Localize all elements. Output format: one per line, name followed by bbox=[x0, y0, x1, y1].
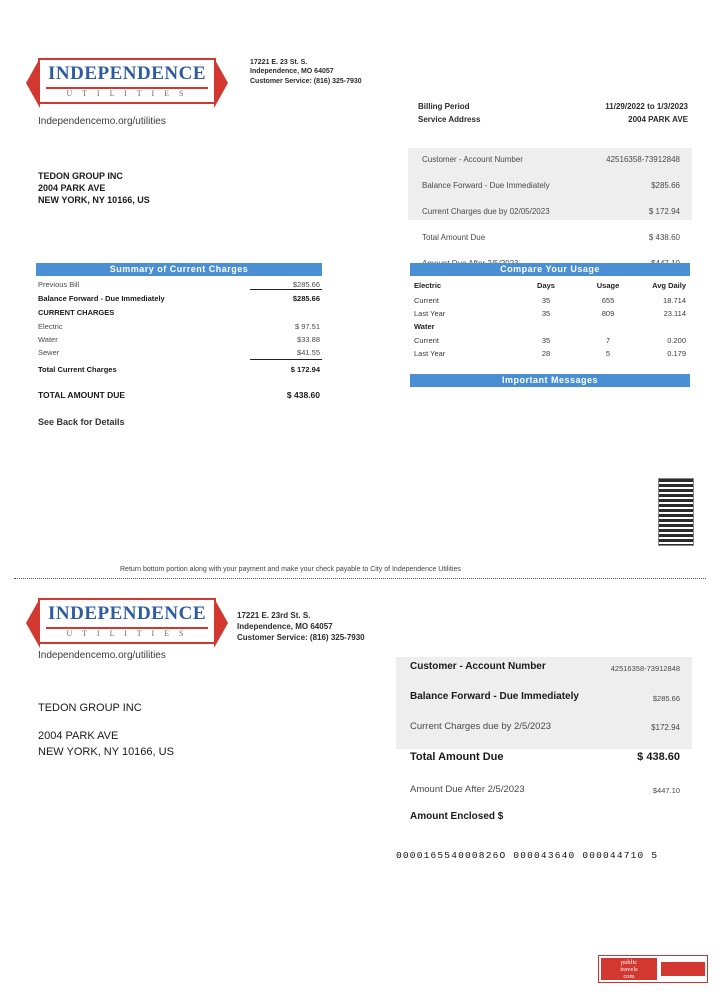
usage-cell-days: 35 bbox=[541, 336, 551, 345]
watermark-line3: com bbox=[623, 973, 635, 980]
summary-value: $285.66 bbox=[292, 294, 320, 303]
summary-heading: Summary of Current Charges bbox=[36, 263, 322, 276]
stub-row-amount-due-after bbox=[396, 784, 692, 798]
panel-value: 42516358-73912848 bbox=[606, 155, 680, 164]
stub-label: Customer - Account Number bbox=[410, 661, 546, 672]
usage-cell-usage: 809 bbox=[601, 309, 615, 318]
company-address-line3: Customer Service: (816) 325-7930 bbox=[250, 77, 362, 85]
usage-cell-label: Current bbox=[414, 296, 440, 305]
usage-col-usage: Usage bbox=[596, 281, 620, 290]
usage-col-avg-daily: Avg Daily bbox=[652, 281, 686, 290]
summary-value: $41.55 bbox=[297, 348, 320, 357]
summary-row-current-charges-header bbox=[36, 308, 322, 319]
summary-row-sewer bbox=[36, 348, 322, 359]
stub-label: Balance Forward - Due Immediately bbox=[410, 691, 579, 702]
company-address-line2: Independence, MO 64057 bbox=[250, 68, 334, 76]
panel-label: Current Charges due by 02/05/2023 bbox=[422, 207, 550, 216]
stub-scanline: 000016554000826O 000043640 000044710 5 bbox=[396, 850, 659, 861]
important-messages-heading: Important Messages bbox=[410, 374, 690, 387]
usage-cell-avg: 18.714 bbox=[663, 296, 686, 305]
summary-value: $ 172.94 bbox=[290, 365, 320, 374]
company-logo bbox=[38, 58, 216, 104]
stub-row-account-number bbox=[396, 661, 692, 676]
logo-subtitle: U T I L I T I E S bbox=[66, 629, 188, 638]
usage-cell-label: Last Year bbox=[414, 349, 446, 358]
usage-cell-days: 35 bbox=[541, 296, 551, 305]
panel-row-account-number bbox=[408, 154, 692, 167]
summary-rule-1 bbox=[250, 289, 322, 290]
usage-cell-avg: 0.179 bbox=[667, 349, 686, 358]
summary-label: Balance Forward - Due Immediately bbox=[38, 294, 165, 303]
usage-row-electric-current bbox=[410, 296, 690, 308]
stub-company-address-line3: Customer Service: (816) 325-7930 bbox=[237, 632, 365, 642]
usage-row-water-current bbox=[410, 336, 690, 348]
panel-label: Balance Forward - Due Immediately bbox=[422, 181, 550, 190]
usage-cell-label: Last Year bbox=[414, 309, 446, 318]
stub-company-address bbox=[237, 611, 365, 643]
customer-street: 2004 PARK AVE bbox=[38, 183, 106, 194]
summary-label: Total Current Charges bbox=[38, 365, 117, 374]
billing-period-label: Billing Period bbox=[418, 102, 470, 111]
usage-row-water-header bbox=[410, 322, 690, 334]
watermark-line2: travels bbox=[620, 966, 638, 973]
stub-company-website[interactable]: Independencemo.org/utilities bbox=[38, 650, 166, 661]
panel-value: $ 172.94 bbox=[648, 207, 680, 216]
summary-value: $285.66 bbox=[292, 280, 320, 289]
stub-value: $172.94 bbox=[651, 723, 680, 732]
panel-label: Customer - Account Number bbox=[422, 155, 523, 164]
usage-cell-label: Current bbox=[414, 336, 440, 345]
summary-row-electric bbox=[36, 322, 322, 333]
summary-label: TOTAL AMOUNT DUE bbox=[38, 390, 126, 400]
usage-col-days: Days bbox=[537, 281, 555, 290]
stub-company-logo bbox=[38, 598, 216, 644]
summary-label: Electric bbox=[38, 322, 63, 331]
stub-label: Amount Enclosed $ bbox=[410, 811, 504, 822]
service-address-value: 2004 PARK AVE bbox=[628, 115, 688, 124]
company-address bbox=[250, 58, 362, 86]
usage-cell-avg: 23.114 bbox=[663, 309, 686, 318]
summary-value: $ 97.51 bbox=[294, 322, 320, 331]
service-address-label: Service Address bbox=[418, 115, 481, 124]
stub-company-address-line2: Independence, MO 64057 bbox=[237, 621, 333, 631]
summary-row-total-current bbox=[36, 365, 322, 376]
stub-value: $447.10 bbox=[652, 786, 680, 795]
usage-row-electric-last-year bbox=[410, 309, 690, 321]
summary-label: Water bbox=[38, 335, 58, 344]
stub-value: 42516358-73912848 bbox=[610, 664, 680, 673]
stub-company-address-line1: 17221 E. 23rd St. S. bbox=[237, 611, 311, 620]
usage-cell-usage: 5 bbox=[605, 349, 611, 358]
summary-label: Previous Bill bbox=[38, 280, 80, 289]
stub-customer-name: TEDON GROUP INC bbox=[38, 702, 142, 714]
summary-value: $33.88 bbox=[297, 335, 320, 344]
summary-row-water bbox=[36, 335, 322, 346]
logo-name: INDEPENDENCE bbox=[47, 603, 207, 624]
panel-row-current-charges-due bbox=[408, 206, 692, 219]
see-back-note: See Back for Details bbox=[38, 417, 125, 427]
summary-value: $ 438.60 bbox=[286, 390, 320, 400]
customer-citystatezip: NEW YORK, NY 10166, US bbox=[38, 195, 150, 206]
company-website[interactable]: Independencemo.org/utilities bbox=[38, 116, 166, 127]
usage-row-water-last-year bbox=[410, 349, 690, 361]
stub-row-current-charges bbox=[396, 721, 692, 736]
panel-value: $ 438.60 bbox=[648, 233, 680, 242]
panel-label: Total Amount Due bbox=[422, 233, 486, 242]
perforation-note: Return bottom portion along with your payment and make your check payable to City of Independence Utilities bbox=[120, 566, 461, 573]
stub-label: Current Charges due by 2/5/2023 bbox=[410, 721, 552, 732]
barcode bbox=[658, 478, 694, 546]
account-summary-panel bbox=[408, 148, 692, 242]
stub-row-balance-forward bbox=[396, 691, 692, 706]
perforation-divider bbox=[14, 578, 706, 579]
logo-name: INDEPENDENCE bbox=[47, 63, 207, 84]
watermark-line1: public bbox=[620, 959, 638, 966]
stub-customer-street: 2004 PARK AVE bbox=[38, 730, 119, 742]
stub-row-amount-enclosed[interactable] bbox=[396, 811, 692, 825]
stub-label: Amount Due After 2/5/2023 bbox=[410, 784, 525, 795]
customer-name: TEDON GROUP INC bbox=[38, 171, 123, 181]
summary-row-total-amount-due bbox=[36, 390, 322, 401]
stub-amount-panel bbox=[396, 657, 692, 822]
panel-row-total-amount-due bbox=[408, 232, 692, 245]
logo-subtitle: U T I L I T I E S bbox=[66, 89, 188, 98]
summary-label: CURRENT CHARGES bbox=[38, 308, 115, 317]
panel-row-balance-forward bbox=[408, 180, 692, 193]
usage-cell-label: Water bbox=[414, 322, 435, 331]
usage-cell-days: 35 bbox=[541, 309, 551, 318]
stub-customer-citystatezip: NEW YORK, NY 10166, US bbox=[38, 746, 174, 758]
stub-row-total-amount-due bbox=[396, 751, 692, 768]
usage-cell-usage: 7 bbox=[605, 336, 611, 345]
usage-col-electric: Electric bbox=[414, 281, 442, 290]
summary-rule-2 bbox=[250, 359, 322, 360]
stub-label: Total Amount Due bbox=[410, 751, 504, 763]
company-address-line1: 17221 E. 23 St. S. bbox=[250, 59, 308, 66]
usage-heading: Compare Your Usage bbox=[410, 263, 690, 276]
usage-cell-days: 28 bbox=[541, 349, 551, 358]
watermark-badge bbox=[598, 955, 708, 983]
stub-value: $ 438.60 bbox=[637, 751, 680, 763]
usage-cell-usage: 655 bbox=[601, 296, 615, 305]
usage-cell-avg: 0.200 bbox=[667, 336, 686, 345]
billing-period-value: 11/29/2022 to 1/3/2023 bbox=[605, 102, 688, 111]
summary-label: Sewer bbox=[38, 348, 60, 357]
watermark-right-block bbox=[661, 962, 705, 976]
summary-row-balance-forward bbox=[36, 294, 322, 305]
customer-address-block bbox=[38, 170, 150, 206]
usage-header-row bbox=[410, 281, 690, 293]
panel-value: $285.66 bbox=[651, 181, 680, 190]
watermark-text bbox=[601, 959, 657, 980]
stub-value: $285.66 bbox=[652, 694, 680, 703]
